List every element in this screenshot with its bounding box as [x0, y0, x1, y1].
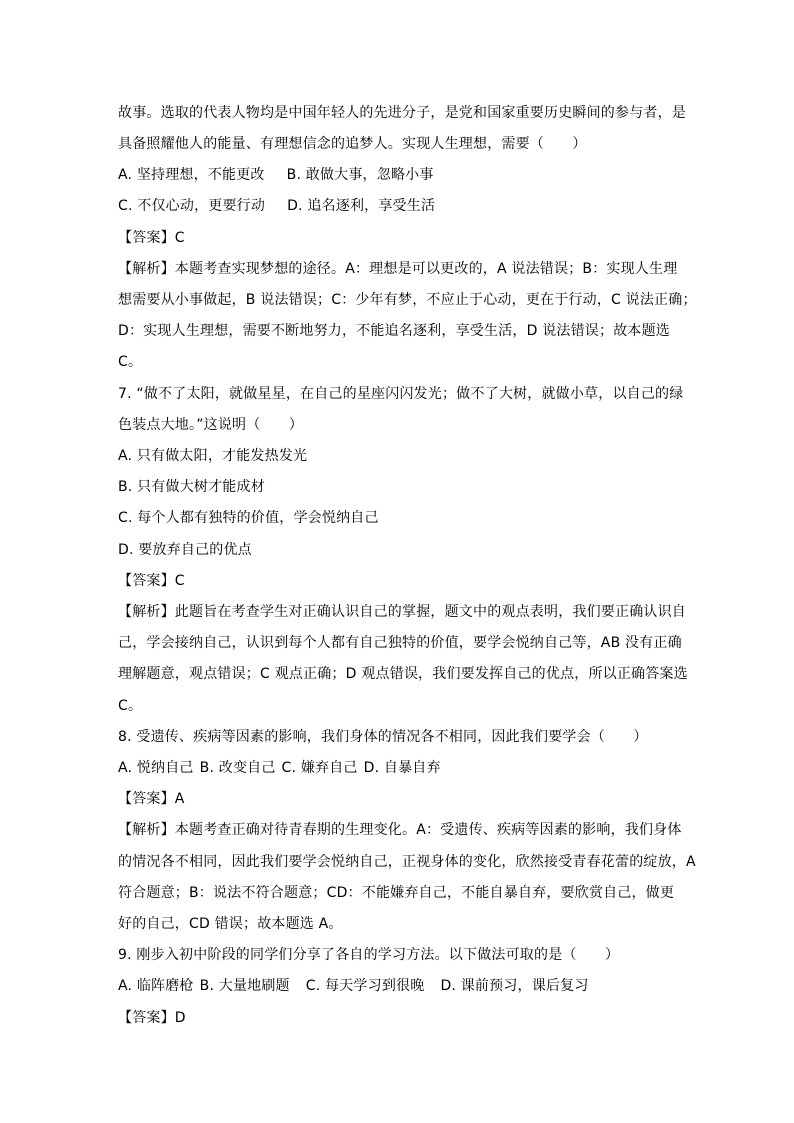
q9-stem: 9. 刚步入初中阶段的同学们分享了各自的学习方法。以下做法可取的是（ ）: [118, 947, 620, 963]
q7-option-a: A. 只有做太阳，才能发热发光: [118, 448, 308, 464]
q9-option-d: D. 课前预习，课后复习: [440, 978, 589, 994]
q7-option-c: C. 每个人都有独特的价值，学会悦纳自己: [118, 510, 379, 526]
q6-option-a: A. 坚持理想，不能更改: [118, 167, 265, 183]
q7-option-b: B. 只有做大树才能成材: [118, 479, 265, 495]
q8-analysis-line3: 符合题意；B：说法不符合题意；CD：不能嫌弃自己，不能自暴自弃，要欣赏自己，做更: [118, 885, 675, 901]
q7-option-d: D. 要放弃自己的优点: [118, 542, 252, 558]
q8-analysis-line2: 的情况各不相同，因此我们要学会悦纳自己，正视身体的变化，欣然接受青春花蕾的绽放，A: [118, 854, 696, 870]
q7-analysis-line3: 理解题意，观点错误；C 观点正确；D 观点错误，我们要发挥自己的优点，所以正确答案选: [118, 666, 688, 682]
q6-option-c: C. 不仅心动，更要行动: [118, 198, 266, 214]
q8-analysis-line4: 好的自己，CD 错误；故本题选 A。: [118, 916, 343, 932]
q9-answer: 【答案】D: [118, 1010, 186, 1026]
q6-analysis-line3: D：实现人生理想，需要不断地努力，不能追名逐利，享受生活，D 说法错误；故本题选: [118, 323, 671, 339]
q9-option-a: A. 临阵磨枪: [118, 978, 194, 994]
q8-answer: 【答案】A: [118, 791, 185, 807]
q7-stem-line1: 7. “做不了太阳，就做星星，在自己的星座闪闪发光；做不了大树，就做小草，以自己的绿: [118, 386, 684, 402]
q8-option-a: A. 悦纳自己: [118, 760, 194, 776]
q8-options-row: [118, 758, 683, 778]
q8-option-c: C. 嫌弃自己: [281, 760, 358, 776]
q6-answer: 【答案】C: [118, 230, 185, 246]
q7-answer: 【答案】C: [118, 573, 185, 589]
q6-stem-line2: 具备照耀他人的能量、有理想信念的追梦人。实现人生理想，需要（ ）: [118, 136, 587, 152]
q8-analysis-line1: 【解析】本题考查正确对待青春期的生理变化。A：受遗传、疾病等因素的影响，我们身体: [118, 822, 682, 838]
q6-option-d: D. 追名逐利，享受生活: [287, 198, 436, 214]
q6-options-row2: [118, 196, 683, 216]
q7-stem-line2: 色装点大地。”这说明（ ）: [118, 417, 304, 433]
q9-options-row: [118, 976, 683, 996]
q6-analysis-line1: 【解析】本题考查实现梦想的途径。A：理想是可以更改的，A 说法错误；B：实现人生理: [118, 261, 678, 277]
q7-analysis-line2: 己，学会接纳自己，认识到每个人都有自己独特的价值，要学会悦纳自己等，AB 没有正确: [118, 635, 682, 651]
q6-stem-line1: 故事。选取的代表人物均是中国年轻人的先进分子，是党和国家重要历史瞬间的参与者，是: [118, 105, 686, 121]
q8-option-b: B. 改变自己: [199, 760, 276, 776]
q9-option-b: B. 大量地刷题: [199, 978, 290, 994]
q8-option-d: D. 自暴自弃: [363, 760, 441, 776]
q7-analysis-line4: C。: [118, 698, 143, 714]
q8-stem: 8. 受遗传、疾病等因素的影响，我们身体的情况各不相同，因此我们要学会（ ）: [118, 729, 648, 745]
q6-analysis-line2: 想需要从小事做起，B 说法错误；C：少年有梦，不应止于心动，更在于行动，C 说法正确；: [118, 292, 697, 308]
q6-options-row1: [118, 165, 683, 185]
q7-analysis-line1: 【解析】此题旨在考查学生对正确认识自己的掌握，题文中的观点表明，我们要正确认识自: [118, 604, 686, 620]
q6-option-b: B. 敢做大事，忽略小事: [286, 167, 434, 183]
q9-option-c: C. 每天学习到很晚: [305, 978, 425, 994]
q6-analysis-line4: C。: [118, 354, 143, 370]
